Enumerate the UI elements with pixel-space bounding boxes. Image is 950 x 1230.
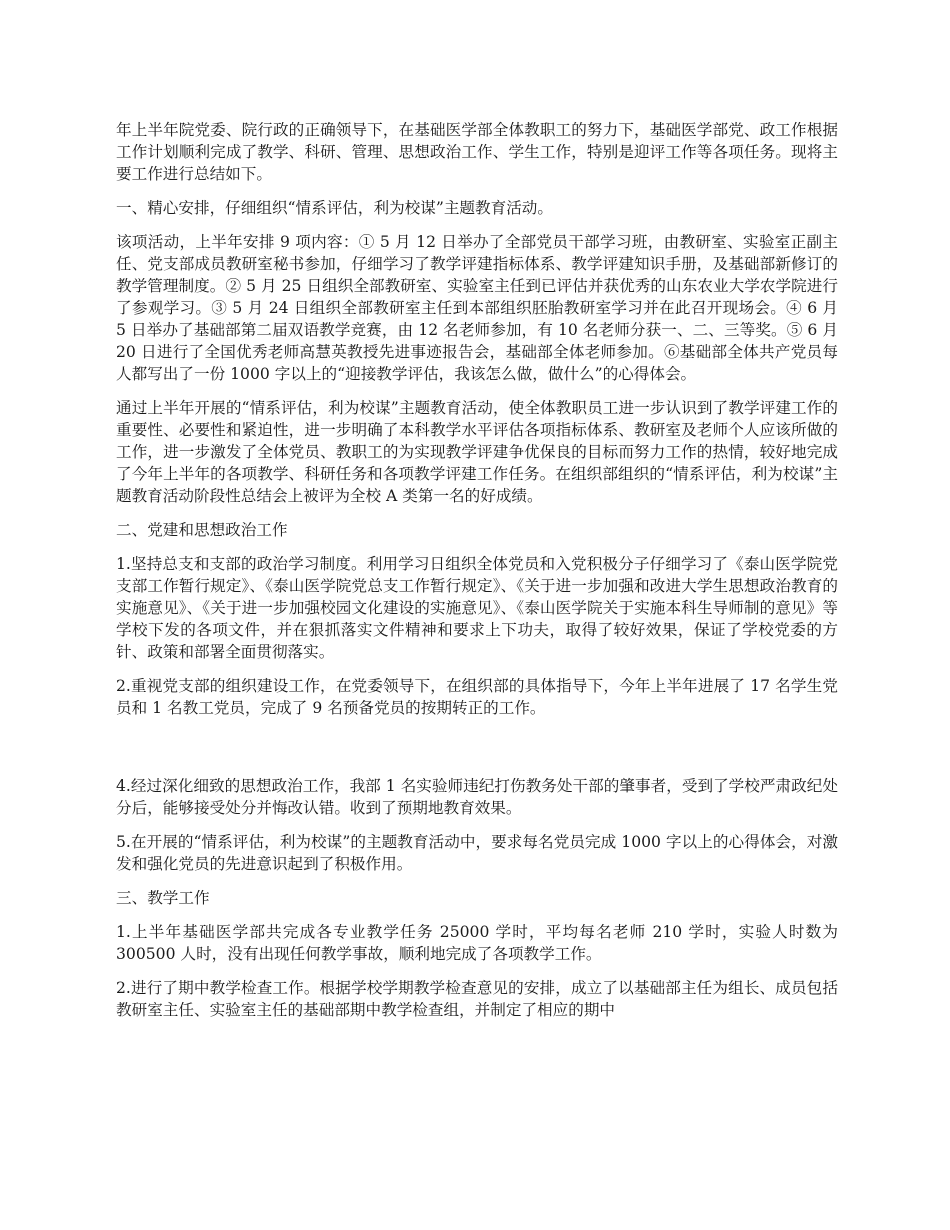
list-item: 2.重视党支部的组织建设工作，在党委领导下，在组织部的具体指导下，今年上半年进展了 17 名学生党员和 1 名教工党员，完成了 9 名预备党员的按期转正的工作。 [116, 677, 838, 717]
section-heading-2: 二、党建和思想政治工作 [116, 521, 288, 539]
list-item: 5.在开展的“情系评估，利为校谋”的主题教育活动中，要求每名党员完成 1000 字以上的心得体会，对激发和强化党员的先进意识起到了积极作用。 [116, 833, 838, 873]
intro-paragraph: 年上半年院党委、院行政的正确领导下，在基础医学部全体教职工的努力下，基础医学部党、政工作根据工作计划顺利完成了教学、科研、管理、思想政治工作、学生工作，特别是迎评工作等各项任务。现将主要工作进行总结如下。 [116, 121, 838, 183]
list-item: 1.上半年基础医学部共完成各专业教学任务 25000 学时，平均每名老师 210 学时，实验人时数为 300500 人时，没有出现任何教学事故，顺利地完成了各项教学工作。 [116, 923, 838, 963]
body-paragraph: 该项活动，上半年安排 9 项内容：① 5 月 12 日举办了全部党员干部学习班，由教研室、实验室正副主任、党支部成员教研室秘书参加，仔细学习了教学评建指标体系、教学评建知识手册，及基础部新修订的教学管理制度。② 5 月 25 日组织全部教研室、实验室主任到已评估并获优秀的山东农业大学农学院进行了参观学习。③ 5 月 24 日组织全部教研室主任到本部组织胚胎教研室学习并在此召开现场会。④ 6 月 5 日举办了基础部第二届双语教学竞赛，由 12 名老师参加，有 10 名老师分获一、二、三等奖。⑤ 6 月 20 日进行了全国优秀老师高慧英教授先进事迹报告会，基础部全体老师参加。⑥基础部全体共产党员每人都写出了一份 1000 字以上的“迎接教学评估，我该怎么做，做什么”的心得体会。 [116, 233, 838, 383]
list-item: 1.坚持总支和支部的政治学习制度。利用学习日组织全体党员和入党积极分子仔细学习了《泰山医学院党支部工作暂行规定》、《泰山医学院党总支工作暂行规定》、《关于进一步加强和改进大学生思想政治教育的实施意见》、《关于进一步加强校园文化建设的实施意见》、《泰山医学院关于实施本科生导师制的意见》等学校下发的各项文件，并在狠抓落实文件精神和要求上下功夫，取得了较好效果，保证了学校党委的方针、政策和部署全面贯彻落实。 [116, 555, 838, 661]
section-heading-1: 一、精心安排，仔细组织“情系评估，利为校谋”主题教育活动。 [116, 199, 553, 217]
body-paragraph: 通过上半年开展的“情系评估，利为校谋”主题教育活动，使全体教职员工进一步认识到了教学评建工作的重要性、必要性和紧迫性，进一步明确了本科教学水平评估各项指标体系、教研室及老师个人应该所做的工作，进一步激发了全体党员、教职工的为实现教学评建争优保良的目标而努力工作的热情，较好地完成了今年上半年的各项教学、科研任务和各项教学评建工作任务。在组织部组织的“情系评估，利为校谋”主题教育活动阶段性总结会上被评为全校 A 类第一名的好成绩。 [116, 399, 838, 505]
document-body [116, 119, 838, 1033]
list-item: 2.进行了期中教学检查工作。根据学校学期教学检查意见的安排，成立了以基础部主任为组长、成员包括教研室主任、实验室主任的基础部期中教学检查组，并制定了相应的期中 [116, 979, 838, 1019]
section-heading-3: 三、教学工作 [116, 889, 210, 907]
list-item: 4.经过深化细致的思想政治工作，我部 1 名实验师违纪打伤教务处干部的肇事者，受到了学校严肃政纪处分后，能够接受处分并悔改认错。收到了预期地教育效果。 [116, 777, 838, 817]
